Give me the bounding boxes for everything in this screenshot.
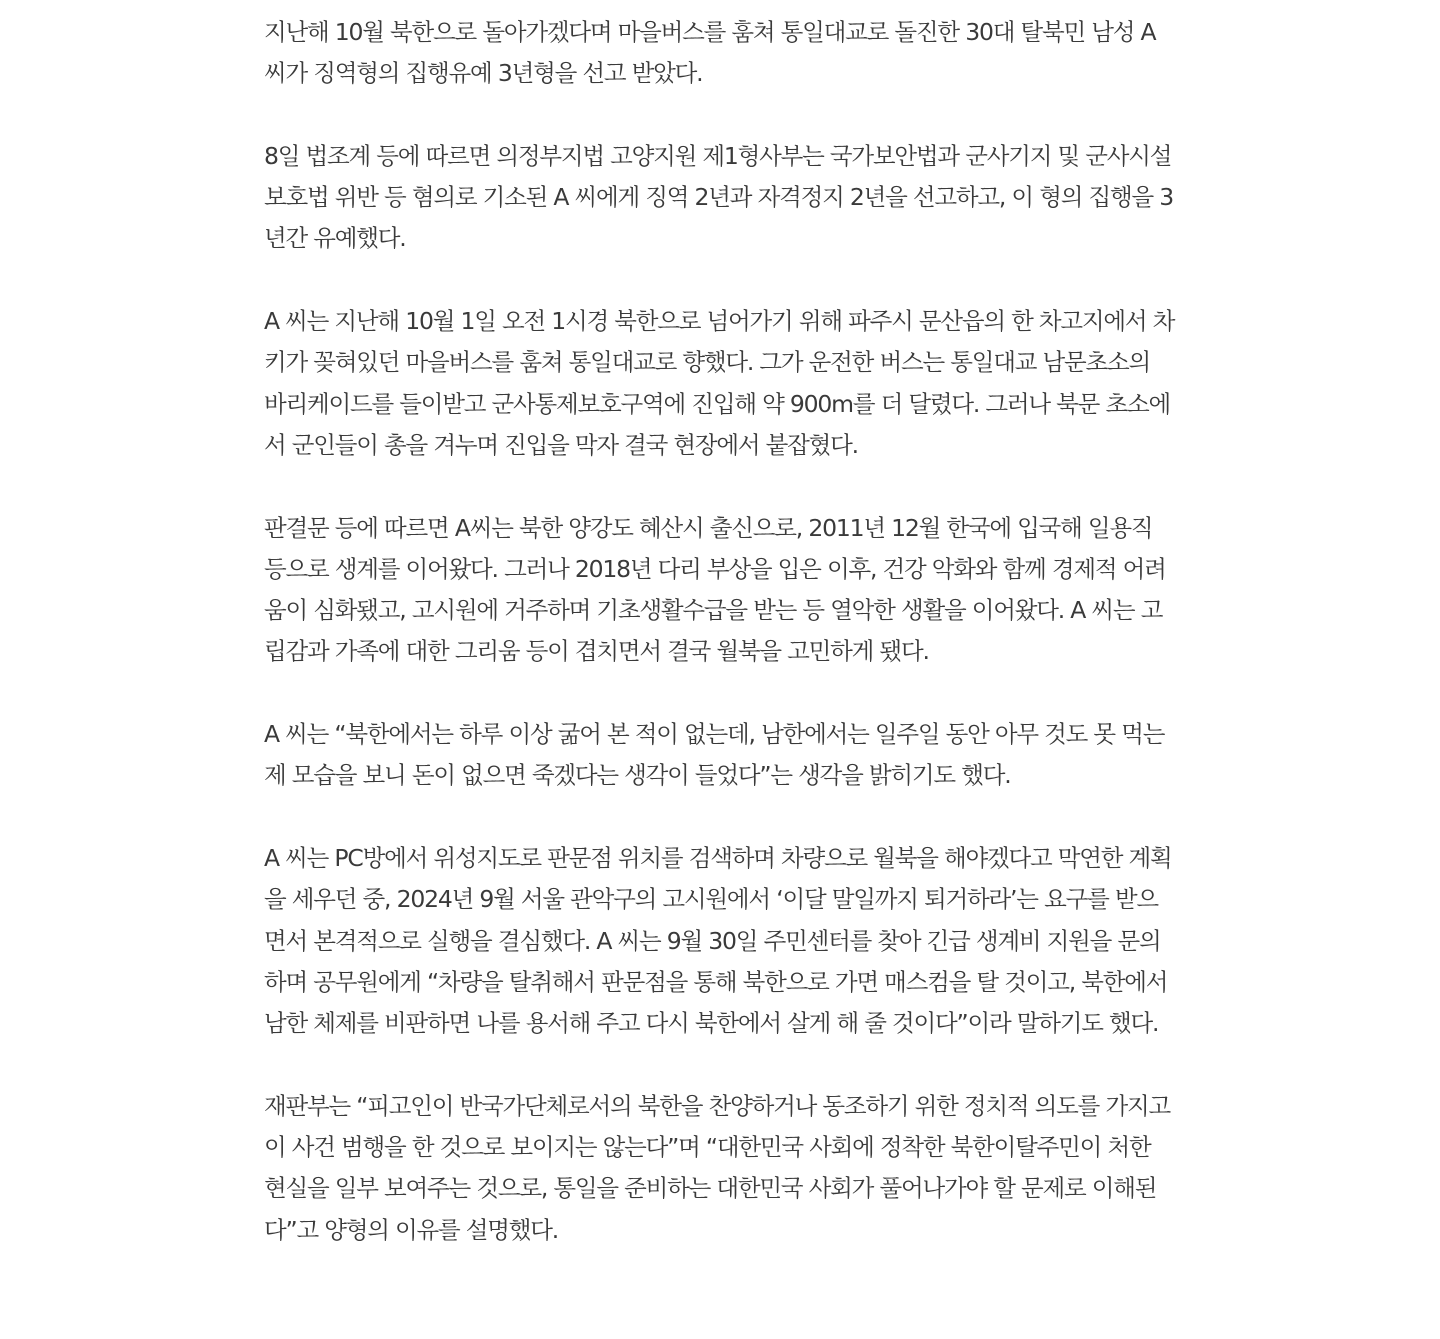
- article-paragraph: 8일 법조계 등에 따르면 의정부지법 고양지원 제1형사부는 국가보안법과 군사기지 및 군사시설 보호법 위반 등 혐의로 기소된 A 씨에게 징역 2년과 자격정지 2년을 선고하고, 이 형의 집행을 3년간 유예했다.: [264, 141, 1173, 253]
- article-paragraph: 지난해 10월 북한으로 돌아가겠다며 마을버스를 훔쳐 통일대교로 돌진한 30대 탈북민 남성 A 씨가 징역형의 집행유예 3년형을 선고 받았다.: [264, 18, 1156, 88]
- article-paragraph: A 씨는 PC방에서 위성지도로 판문점 위치를 검색하며 차량으로 월북을 해야겠다고 막연한 계획을 세우던 중, 2024년 9월 서울 관악구의 고시원에서 ‘이달 말일까지 퇴거하라’는 요구를 받으면서 본격적으로 실행을 결심했다. A 씨는 9월 30일 주민센터를 찾아 긴급 생계비 지원을 문의하며 공무원에게 “차량을 탈취해서 판문점을 통해 북한으로 가면 매스컴을 탈 것이고, 북한에서 남한 체제를 비판하면 나를 용서해 주고 다시 북한에서 살게 해 줄 것이다”이라 말하기도 했다.: [264, 843, 1172, 1038]
- article-body: [264, 12, 1176, 1251]
- article-paragraph: A 씨는 지난해 10월 1일 오전 1시경 북한으로 넘어가기 위해 파주시 문산읍의 한 차고지에서 차키가 꽂혀있던 마을버스를 훔쳐 통일대교로 향했다. 그가 운전한 버스는 통일대교 남문초소의 바리케이드를 들이받고 군사통제보호구역에 진입해 약 900m를 더 달렸다. 그러나 북문 초소에서 군인들이 총을 겨누며 진입을 막자 결국 현장에서 붙잡혔다.: [264, 307, 1175, 459]
- article-paragraph: 판결문 등에 따르면 A씨는 북한 양강도 혜산시 출신으로, 2011년 12월 한국에 입국해 일용직 등으로 생계를 이어왔다. 그러나 2018년 다리 부상을 입은 이후, 건강 악화와 함께 경제적 어려움이 심화됐고, 고시원에 거주하며 기초생활수급을 받는 등 열악한 생활을 이어왔다. A 씨는 고립감과 가족에 대한 그리움 등이 겹치면서 결국 월북을 고민하게 됐다.: [264, 513, 1166, 666]
- article-paragraph: 재판부는 “피고인이 반국가단체로서의 북한을 찬양하거나 동조하기 위한 정치적 의도를 가지고 이 사건 범행을 한 것으로 보이지는 않는다”며 “대한민국 사회에 정착한 북한이탈주민이 처한 현실을 일부 보여주는 것으로, 통일을 준비하는 대한민국 사회가 풀어나가야 할 문제로 이해된다”고 양형의 이유를 설명했다.: [264, 1091, 1170, 1244]
- article-paragraph: A 씨는 “북한에서는 하루 이상 굶어 본 적이 없는데, 남한에서는 일주일 동안 아무 것도 못 먹는 제 모습을 보니 돈이 없으면 죽겠다는 생각이 들었다”는 생각을 밝히기도 했다.: [264, 720, 1165, 790]
